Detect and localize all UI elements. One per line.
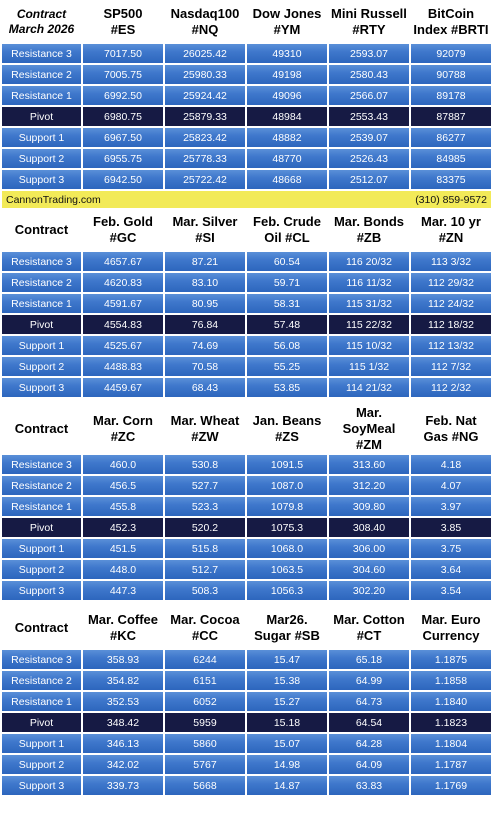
pivot-row: [2, 315, 491, 334]
level-value: 90788: [411, 65, 491, 84]
level-value: 1079.8: [247, 497, 327, 516]
instrument-header: Mar. Bonds #ZB: [329, 210, 409, 250]
level-label: Resistance 2: [2, 476, 81, 495]
level-label: Support 1: [2, 734, 81, 753]
instrument-header: Feb. Gold #GC: [83, 210, 163, 250]
level-value: 1.1804: [411, 734, 491, 753]
level-row: [2, 734, 491, 753]
level-label: Support 3: [2, 776, 81, 795]
instrument-header: Nasdaq100 #NQ: [165, 2, 245, 42]
level-value: 1.1858: [411, 671, 491, 690]
level-row: [2, 455, 491, 474]
level-value: 352.53: [83, 692, 163, 711]
level-value: 25980.33: [165, 65, 245, 84]
level-value: 112 13/32: [411, 336, 491, 355]
level-label: Support 1: [2, 539, 81, 558]
instrument-header: Mar. Silver #SI: [165, 210, 245, 250]
level-value: 49310: [247, 44, 327, 63]
level-value: 60.54: [247, 252, 327, 271]
level-row: [2, 560, 491, 579]
level-value: 3.64: [411, 560, 491, 579]
level-value: 339.73: [83, 776, 163, 795]
level-value: 15.27: [247, 692, 327, 711]
section-header-row: [2, 210, 491, 250]
level-value: 1087.0: [247, 476, 327, 495]
level-value: 2526.43: [329, 149, 409, 168]
level-label: Support 3: [2, 378, 81, 397]
level-value: 342.02: [83, 755, 163, 774]
level-value: 7017.50: [83, 44, 163, 63]
level-value: 15.38: [247, 671, 327, 690]
level-value: 4488.83: [83, 357, 163, 376]
level-value: 455.8: [83, 497, 163, 516]
level-label: Pivot: [2, 315, 81, 334]
level-value: 84985: [411, 149, 491, 168]
level-value: 26025.42: [165, 44, 245, 63]
level-row: [2, 581, 491, 600]
level-value: 309.80: [329, 497, 409, 516]
level-value: 6052: [165, 692, 245, 711]
level-value: 348.42: [83, 713, 163, 732]
contract-header: Contract: [2, 608, 81, 648]
level-value: 5767: [165, 755, 245, 774]
level-value: 112 29/32: [411, 273, 491, 292]
level-value: 25778.33: [165, 149, 245, 168]
contract-header: Contract: [2, 210, 81, 250]
level-value: 5860: [165, 734, 245, 753]
level-row: [2, 252, 491, 271]
level-value: 64.54: [329, 713, 409, 732]
level-value: 2512.07: [329, 170, 409, 189]
level-value: 83.10: [165, 273, 245, 292]
level-label: Resistance 1: [2, 294, 81, 313]
level-value: 346.13: [83, 734, 163, 753]
level-value: 59.71: [247, 273, 327, 292]
level-value: 2566.07: [329, 86, 409, 105]
level-value: 3.85: [411, 518, 491, 537]
level-value: 14.87: [247, 776, 327, 795]
level-row: [2, 755, 491, 774]
level-row: [2, 692, 491, 711]
level-value: 56.08: [247, 336, 327, 355]
level-value: 115 1/32: [329, 357, 409, 376]
level-value: 1.1840: [411, 692, 491, 711]
level-value: 512.7: [165, 560, 245, 579]
level-label: Support 2: [2, 755, 81, 774]
level-value: 112 2/32: [411, 378, 491, 397]
level-value: 15.07: [247, 734, 327, 753]
level-value: 451.5: [83, 539, 163, 558]
level-row: [2, 357, 491, 376]
level-row: [2, 476, 491, 495]
site-link[interactable]: CannonTrading.com: [6, 193, 101, 206]
spacer-cell: [2, 399, 491, 403]
level-label: Support 1: [2, 128, 81, 147]
instrument-header: Feb. Nat Gas #NG: [411, 405, 491, 453]
level-value: 1056.3: [247, 581, 327, 600]
level-value: 3.97: [411, 497, 491, 516]
level-value: 4.18: [411, 455, 491, 474]
level-label: Support 2: [2, 357, 81, 376]
pivot-row: [2, 518, 491, 537]
level-value: 25823.42: [165, 128, 245, 147]
level-value: 55.25: [247, 357, 327, 376]
level-value: 6151: [165, 671, 245, 690]
level-value: 6967.50: [83, 128, 163, 147]
section-header-row: [2, 2, 491, 42]
level-value: 313.60: [329, 455, 409, 474]
instrument-header: Mar. 10 yr #ZN: [411, 210, 491, 250]
level-value: 1.1823: [411, 713, 491, 732]
level-value: 1063.5: [247, 560, 327, 579]
level-value: 112 7/32: [411, 357, 491, 376]
level-value: 48770: [247, 149, 327, 168]
level-value: 92079: [411, 44, 491, 63]
level-value: 6980.75: [83, 107, 163, 126]
level-value: 4554.83: [83, 315, 163, 334]
level-value: 64.99: [329, 671, 409, 690]
level-value: 116 20/32: [329, 252, 409, 271]
level-value: 83375: [411, 170, 491, 189]
section-header-row: [2, 405, 491, 453]
level-label: Resistance 3: [2, 650, 81, 669]
level-value: 523.3: [165, 497, 245, 516]
level-value: 2553.43: [329, 107, 409, 126]
level-value: 312.20: [329, 476, 409, 495]
level-value: 2593.07: [329, 44, 409, 63]
instrument-header: Mar. Cocoa #CC: [165, 608, 245, 648]
level-value: 49096: [247, 86, 327, 105]
level-value: 58.31: [247, 294, 327, 313]
level-value: 6955.75: [83, 149, 163, 168]
level-label: Support 3: [2, 581, 81, 600]
instrument-header: SP500 #ES: [83, 2, 163, 42]
level-value: 86277: [411, 128, 491, 147]
level-value: 1.1787: [411, 755, 491, 774]
level-value: 25924.42: [165, 86, 245, 105]
level-row: [2, 44, 491, 63]
instrument-header: Feb. Crude Oil #CL: [247, 210, 327, 250]
level-value: 68.43: [165, 378, 245, 397]
level-value: 1068.0: [247, 539, 327, 558]
level-label: Pivot: [2, 107, 81, 126]
level-value: 520.2: [165, 518, 245, 537]
level-label: Support 1: [2, 336, 81, 355]
level-value: 7005.75: [83, 65, 163, 84]
level-value: 456.5: [83, 476, 163, 495]
level-value: 1.1769: [411, 776, 491, 795]
level-row: [2, 650, 491, 669]
level-label: Resistance 3: [2, 252, 81, 271]
level-value: 6992.50: [83, 86, 163, 105]
level-value: 2539.07: [329, 128, 409, 147]
contact-banner: [2, 191, 491, 208]
level-value: 354.82: [83, 671, 163, 690]
level-row: [2, 149, 491, 168]
level-value: 64.73: [329, 692, 409, 711]
pivot-row: [2, 107, 491, 126]
level-row: [2, 539, 491, 558]
level-value: 2580.43: [329, 65, 409, 84]
section-spacer: [2, 602, 491, 606]
level-value: 4657.67: [83, 252, 163, 271]
level-value: 1075.3: [247, 518, 327, 537]
level-row: [2, 273, 491, 292]
level-value: 87.21: [165, 252, 245, 271]
level-value: 6942.50: [83, 170, 163, 189]
level-value: 452.3: [83, 518, 163, 537]
level-value: 25722.42: [165, 170, 245, 189]
level-value: 15.47: [247, 650, 327, 669]
instrument-header: Mar. Euro Currency: [411, 608, 491, 648]
level-label: Pivot: [2, 713, 81, 732]
level-row: [2, 776, 491, 795]
level-value: 14.98: [247, 755, 327, 774]
level-value: 530.8: [165, 455, 245, 474]
level-label: Resistance 2: [2, 65, 81, 84]
level-value: 70.58: [165, 357, 245, 376]
level-value: 64.28: [329, 734, 409, 753]
level-value: 87887: [411, 107, 491, 126]
level-row: [2, 671, 491, 690]
level-value: 48882: [247, 128, 327, 147]
instrument-header: Mini Russell #RTY: [329, 2, 409, 42]
banner-cell: [2, 191, 491, 208]
level-row: [2, 170, 491, 189]
level-row: [2, 294, 491, 313]
instrument-header: BitCoin Index #BRTI: [411, 2, 491, 42]
level-value: 358.93: [83, 650, 163, 669]
level-value: 4620.83: [83, 273, 163, 292]
level-value: 302.20: [329, 581, 409, 600]
contract-header: Contract March 2026: [2, 2, 81, 42]
instrument-header: Mar. Corn #ZC: [83, 405, 163, 453]
level-value: 115 10/32: [329, 336, 409, 355]
instrument-header: Mar26. Sugar #SB: [247, 608, 327, 648]
instrument-header: Mar. Coffee #KC: [83, 608, 163, 648]
section-spacer: [2, 399, 491, 403]
level-label: Support 2: [2, 560, 81, 579]
level-row: [2, 65, 491, 84]
level-row: [2, 497, 491, 516]
level-value: 304.60: [329, 560, 409, 579]
level-row: [2, 128, 491, 147]
section-header-row: [2, 608, 491, 648]
level-value: 49198: [247, 65, 327, 84]
level-value: 112 18/32: [411, 315, 491, 334]
instrument-header: Mar. SoyMeal #ZM: [329, 405, 409, 453]
level-value: 65.18: [329, 650, 409, 669]
level-value: 308.40: [329, 518, 409, 537]
level-value: 80.95: [165, 294, 245, 313]
spacer-cell: [2, 602, 491, 606]
level-label: Resistance 1: [2, 86, 81, 105]
level-label: Resistance 1: [2, 497, 81, 516]
level-value: 4591.67: [83, 294, 163, 313]
level-value: 15.18: [247, 713, 327, 732]
level-value: 515.8: [165, 539, 245, 558]
level-label: Resistance 2: [2, 671, 81, 690]
level-value: 64.09: [329, 755, 409, 774]
level-value: 3.75: [411, 539, 491, 558]
level-label: Resistance 1: [2, 692, 81, 711]
pivot-row: [2, 713, 491, 732]
level-value: 48984: [247, 107, 327, 126]
level-value: 527.7: [165, 476, 245, 495]
level-value: 116 11/32: [329, 273, 409, 292]
level-label: Resistance 3: [2, 455, 81, 474]
level-value: 25879.33: [165, 107, 245, 126]
contract-header: Contract: [2, 405, 81, 453]
level-value: 63.83: [329, 776, 409, 795]
level-value: 508.3: [165, 581, 245, 600]
level-row: [2, 336, 491, 355]
instrument-header: Jan. Beans #ZS: [247, 405, 327, 453]
level-value: 74.69: [165, 336, 245, 355]
level-value: 112 24/32: [411, 294, 491, 313]
phone-number: (310) 859-9572: [415, 193, 487, 206]
instrument-header: Mar. Wheat #ZW: [165, 405, 245, 453]
level-value: 48668: [247, 170, 327, 189]
level-value: 76.84: [165, 315, 245, 334]
level-value: 53.85: [247, 378, 327, 397]
level-value: 4525.67: [83, 336, 163, 355]
level-row: [2, 378, 491, 397]
level-value: 4.07: [411, 476, 491, 495]
level-value: 5668: [165, 776, 245, 795]
instrument-header: Dow Jones #YM: [247, 2, 327, 42]
level-value: 113 3/32: [411, 252, 491, 271]
level-value: 3.54: [411, 581, 491, 600]
level-value: 4459.67: [83, 378, 163, 397]
level-value: 57.48: [247, 315, 327, 334]
level-value: 306.00: [329, 539, 409, 558]
level-value: 460.0: [83, 455, 163, 474]
level-label: Support 2: [2, 149, 81, 168]
level-value: 1.1875: [411, 650, 491, 669]
level-label: Support 3: [2, 170, 81, 189]
level-value: 89178: [411, 86, 491, 105]
level-value: 6244: [165, 650, 245, 669]
level-value: 114 21/32: [329, 378, 409, 397]
instrument-header: Mar. Cotton #CT: [329, 608, 409, 648]
level-value: 447.3: [83, 581, 163, 600]
level-value: 448.0: [83, 560, 163, 579]
level-value: 1091.5: [247, 455, 327, 474]
level-row: [2, 86, 491, 105]
level-label: Resistance 3: [2, 44, 81, 63]
level-value: 115 31/32: [329, 294, 409, 313]
level-value: 115 22/32: [329, 315, 409, 334]
level-label: Resistance 2: [2, 273, 81, 292]
level-label: Pivot: [2, 518, 81, 537]
level-value: 5959: [165, 713, 245, 732]
